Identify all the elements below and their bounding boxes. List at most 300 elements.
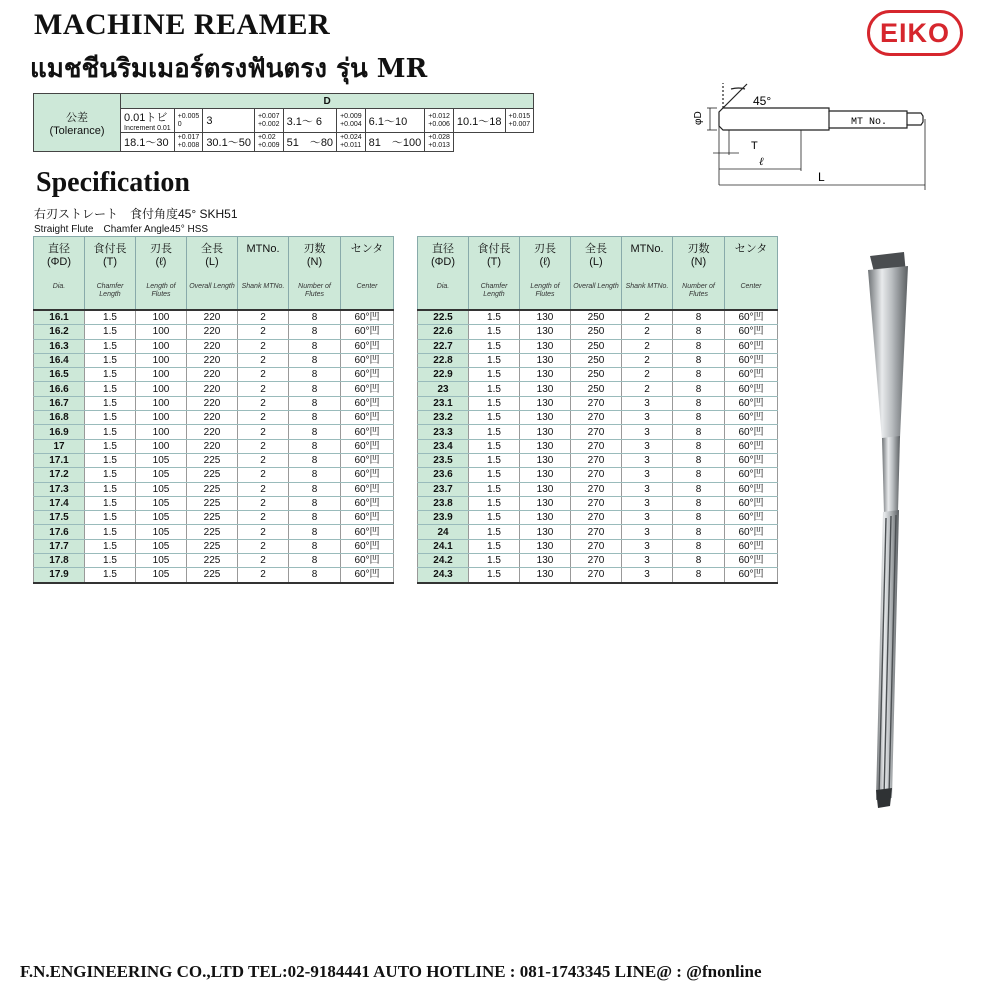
table-cell: 250 xyxy=(571,368,622,382)
table-cell: 130 xyxy=(520,310,571,325)
table-cell: 220 xyxy=(187,411,238,425)
table-cell: 1.5 xyxy=(469,453,520,467)
table-cell: 60°凹 xyxy=(341,539,394,553)
table-cell: 8 xyxy=(289,368,341,382)
tolerance-range-value: 3.1～ 6 xyxy=(286,115,323,128)
table-cell: 1.5 xyxy=(469,511,520,525)
table-cell: 105 xyxy=(136,453,187,467)
table-cell: 60°凹 xyxy=(725,525,778,539)
table-cell: 130 xyxy=(520,511,571,525)
table-cell: 60°凹 xyxy=(341,368,394,382)
table-cell: 8 xyxy=(673,396,725,410)
table-cell: 8 xyxy=(673,511,725,525)
table-row xyxy=(34,468,394,482)
table-cell: 8 xyxy=(289,468,341,482)
table-cell: 60°凹 xyxy=(725,411,778,425)
table-cell: 2 xyxy=(622,353,673,367)
tolerance-lower: +0.007 xyxy=(508,120,531,128)
table-cell: 1.5 xyxy=(85,453,136,467)
table-cell: 1.5 xyxy=(469,496,520,510)
table-cell: 60°凹 xyxy=(725,539,778,553)
table-cell: 8 xyxy=(673,353,725,367)
table-cell: 24 xyxy=(418,525,469,539)
table-cell: 8 xyxy=(289,396,341,410)
tolerance-lower: +0.006 xyxy=(428,120,450,128)
table-cell: 225 xyxy=(187,554,238,568)
table-cell: 270 xyxy=(571,425,622,439)
column-header-symbol: (ℓ) xyxy=(155,256,167,268)
spec-table-left xyxy=(33,236,394,584)
spec-table-right xyxy=(417,236,778,584)
table-cell: 225 xyxy=(187,468,238,482)
table-cell: 270 xyxy=(571,482,622,496)
table-cell: 60°凹 xyxy=(341,568,394,583)
table-cell: 22.8 xyxy=(418,353,469,367)
tolerance-deviation xyxy=(425,133,454,152)
column-header-en: Length of Flutes xyxy=(146,283,176,298)
table-cell: 8 xyxy=(673,368,725,382)
page-title: MACHINE REAMER xyxy=(34,8,331,41)
table-cell: 1.5 xyxy=(85,539,136,553)
table-cell: 8 xyxy=(289,496,341,510)
spec-heading: Specification xyxy=(36,167,190,198)
column-header-symbol: (L) xyxy=(205,256,219,268)
table-cell: 105 xyxy=(136,539,187,553)
table-cell: 1.5 xyxy=(85,496,136,510)
column-header-en: Number of Flutes xyxy=(682,283,715,298)
table-cell: 270 xyxy=(571,453,622,467)
column-header-symbol: (ℓ) xyxy=(539,256,551,268)
table-cell: 1.5 xyxy=(469,353,520,367)
table-cell: 220 xyxy=(187,368,238,382)
spec-column-header xyxy=(85,237,136,311)
tolerance-range xyxy=(365,109,425,133)
table-cell: 60°凹 xyxy=(341,396,394,410)
table-cell: 60°凹 xyxy=(725,310,778,325)
table-cell: 8 xyxy=(289,382,341,396)
column-header-en: Dia. xyxy=(436,283,450,290)
table-cell: 60°凹 xyxy=(341,496,394,510)
table-cell: 2 xyxy=(238,382,289,396)
table-row xyxy=(418,396,778,410)
table-cell: 130 xyxy=(520,411,571,425)
table-row xyxy=(34,539,394,553)
table-cell: 250 xyxy=(571,382,622,396)
table-cell: 1.5 xyxy=(469,482,520,496)
table-row xyxy=(34,525,394,539)
table-cell: 17.3 xyxy=(34,482,85,496)
table-cell: 2 xyxy=(238,368,289,382)
column-header-symbol: (L) xyxy=(589,256,603,268)
table-row xyxy=(34,511,394,525)
tolerance-deviation xyxy=(254,133,283,152)
tolerance-lower: 0 xyxy=(177,120,182,128)
table-cell: 16.5 xyxy=(34,368,85,382)
table-cell: 130 xyxy=(520,439,571,453)
table-cell: 130 xyxy=(520,468,571,482)
tolerance-range xyxy=(121,133,175,152)
table-cell: 270 xyxy=(571,525,622,539)
table-cell: 1.5 xyxy=(85,525,136,539)
table-cell: 1.5 xyxy=(469,368,520,382)
table-cell: 8 xyxy=(289,525,341,539)
table-cell: 1.5 xyxy=(85,511,136,525)
table-cell: 225 xyxy=(187,511,238,525)
spec-column-header xyxy=(469,237,520,311)
table-cell: 23 xyxy=(418,382,469,396)
table-row xyxy=(418,554,778,568)
column-header-jp: センタ xyxy=(734,243,768,255)
table-cell: 1.5 xyxy=(469,425,520,439)
table-cell: 60°凹 xyxy=(725,496,778,510)
table-cell: 1.5 xyxy=(85,425,136,439)
table-cell: 60°凹 xyxy=(341,511,394,525)
tolerance-label xyxy=(34,94,121,152)
table-cell: 60°凹 xyxy=(725,368,778,382)
table-cell: 105 xyxy=(136,568,187,583)
table-cell: 3 xyxy=(622,496,673,510)
table-cell: 2 xyxy=(622,368,673,382)
footer-contact: F.N.ENGINEERING CO.,LTD TEL:02-9184441 AUTO HOTLINE : 081-1743345 LINE@ : @fnonline xyxy=(20,962,762,981)
table-row xyxy=(418,411,778,425)
table-cell: 60°凹 xyxy=(341,382,394,396)
table-cell: 225 xyxy=(187,539,238,553)
table-cell: 2 xyxy=(622,382,673,396)
column-header-jp: 直径 xyxy=(432,243,454,255)
table-cell: 17.5 xyxy=(34,511,85,525)
table-cell: 220 xyxy=(187,353,238,367)
table-row xyxy=(34,554,394,568)
spec-column-header xyxy=(725,237,778,311)
table-cell: 220 xyxy=(187,439,238,453)
table-cell: 16.9 xyxy=(34,425,85,439)
diagram-chamfer-label: T xyxy=(751,140,758,152)
table-cell: 3 xyxy=(622,425,673,439)
table-row xyxy=(418,425,778,439)
table-cell: 1.5 xyxy=(469,539,520,553)
table-row xyxy=(418,325,778,339)
tolerance-table xyxy=(33,93,534,152)
table-cell: 8 xyxy=(289,453,341,467)
table-cell: 2 xyxy=(238,554,289,568)
table-cell: 250 xyxy=(571,339,622,353)
table-cell: 17.2 xyxy=(34,468,85,482)
table-cell: 105 xyxy=(136,468,187,482)
column-header-jp: 食付長 xyxy=(93,243,127,255)
table-cell: 8 xyxy=(289,554,341,568)
tolerance-range xyxy=(203,109,255,133)
table-cell: 23.9 xyxy=(418,511,469,525)
table-row xyxy=(34,382,394,396)
column-header-jp: 刃長 xyxy=(534,243,556,255)
table-cell: 270 xyxy=(571,568,622,583)
table-cell: 2 xyxy=(238,468,289,482)
tolerance-upper: +0.017 xyxy=(177,134,200,141)
spec-column-header xyxy=(34,237,85,311)
table-cell: 220 xyxy=(187,325,238,339)
table-cell: 17.4 xyxy=(34,496,85,510)
table-cell: 270 xyxy=(571,439,622,453)
table-cell: 8 xyxy=(673,539,725,553)
table-cell: 2 xyxy=(238,339,289,353)
table-cell: 23.3 xyxy=(418,425,469,439)
table-cell: 8 xyxy=(673,453,725,467)
table-cell: 1.5 xyxy=(85,382,136,396)
table-cell: 2 xyxy=(238,425,289,439)
table-row xyxy=(34,453,394,467)
tolerance-upper: +0.012 xyxy=(428,112,450,120)
table-row xyxy=(418,568,778,583)
table-cell: 1.5 xyxy=(85,310,136,325)
table-cell: 3 xyxy=(622,453,673,467)
table-cell: 270 xyxy=(571,539,622,553)
table-cell: 2 xyxy=(238,539,289,553)
tolerance-upper: +0.024 xyxy=(340,134,362,141)
table-cell: 16.8 xyxy=(34,411,85,425)
table-cell: 105 xyxy=(136,525,187,539)
table-cell: 1.5 xyxy=(85,325,136,339)
tolerance-deviation xyxy=(174,109,203,133)
table-cell: 1.5 xyxy=(85,353,136,367)
table-cell: 3 xyxy=(622,411,673,425)
table-cell: 8 xyxy=(673,439,725,453)
table-cell: 220 xyxy=(187,339,238,353)
table-cell: 3 xyxy=(622,568,673,583)
table-cell: 225 xyxy=(187,568,238,583)
table-cell: 17 xyxy=(34,439,85,453)
table-cell: 8 xyxy=(673,525,725,539)
table-cell: 60°凹 xyxy=(725,468,778,482)
table-cell: 22.9 xyxy=(418,368,469,382)
table-cell: 60°凹 xyxy=(341,468,394,482)
table-cell: 2 xyxy=(238,439,289,453)
column-header-symbol: (ΦD) xyxy=(430,256,456,268)
tolerance-deviation xyxy=(337,109,366,133)
tolerance-range xyxy=(203,133,255,152)
table-cell: 8 xyxy=(673,310,725,325)
table-cell: 8 xyxy=(673,325,725,339)
tolerance-range-value: 30.1～50 xyxy=(206,137,251,149)
tolerance-range xyxy=(453,109,505,133)
table-cell: 23.8 xyxy=(418,496,469,510)
tolerance-upper: +0.007 xyxy=(257,112,280,120)
table-row xyxy=(418,482,778,496)
table-cell: 8 xyxy=(673,425,725,439)
column-header-symbol: (N) xyxy=(306,256,323,268)
table-cell: 270 xyxy=(571,411,622,425)
table-cell: 24.2 xyxy=(418,554,469,568)
table-cell: 2 xyxy=(238,453,289,467)
column-header-symbol: (T) xyxy=(102,256,118,268)
table-cell: 8 xyxy=(289,439,341,453)
table-cell: 105 xyxy=(136,554,187,568)
table-cell: 22.7 xyxy=(418,339,469,353)
tolerance-range-value: 51 ～80 xyxy=(286,137,334,149)
table-row xyxy=(418,382,778,396)
spec-note-en: Straight Flute Chamfer Angle45° HSS xyxy=(34,224,209,235)
table-cell: 225 xyxy=(187,496,238,510)
table-cell: 130 xyxy=(520,453,571,467)
table-row xyxy=(418,468,778,482)
table-cell: 250 xyxy=(571,310,622,325)
table-cell: 2 xyxy=(238,396,289,410)
table-row xyxy=(418,339,778,353)
table-cell: 100 xyxy=(136,425,187,439)
tolerance-upper: +0.005 xyxy=(177,112,200,120)
table-cell: 220 xyxy=(187,310,238,325)
table-cell: 130 xyxy=(520,353,571,367)
table-cell: 8 xyxy=(289,339,341,353)
table-row xyxy=(418,525,778,539)
table-cell: 1.5 xyxy=(85,482,136,496)
column-header-en: Number of Flutes xyxy=(298,283,331,298)
table-cell: 1.5 xyxy=(469,439,520,453)
table-cell: 100 xyxy=(136,439,187,453)
table-cell: 2 xyxy=(622,339,673,353)
table-cell: 270 xyxy=(571,496,622,510)
table-cell: 8 xyxy=(673,411,725,425)
column-header-jp: 刃数 xyxy=(303,243,326,255)
diagram-dia-label: φD xyxy=(693,111,704,125)
tolerance-upper: +0.02 xyxy=(257,134,276,141)
column-header-symbol: (N) xyxy=(690,256,707,268)
table-cell: 100 xyxy=(136,382,187,396)
table-row xyxy=(34,425,394,439)
table-row xyxy=(34,568,394,583)
table-cell: 1.5 xyxy=(85,554,136,568)
table-cell: 3 xyxy=(622,554,673,568)
table-cell: 3 xyxy=(622,511,673,525)
table-cell: 225 xyxy=(187,525,238,539)
table-cell: 225 xyxy=(187,482,238,496)
tolerance-lower: +0.009 xyxy=(257,142,280,149)
spec-column-header xyxy=(418,237,469,311)
table-cell: 1.5 xyxy=(469,325,520,339)
table-row xyxy=(34,353,394,367)
table-cell: 2 xyxy=(238,482,289,496)
table-cell: 60°凹 xyxy=(725,554,778,568)
tolerance-lower: +0.013 xyxy=(428,142,450,149)
table-row xyxy=(418,439,778,453)
table-cell: 60°凹 xyxy=(725,382,778,396)
table-cell: 2 xyxy=(622,325,673,339)
tolerance-upper: +0.015 xyxy=(508,112,531,120)
table-cell: 2 xyxy=(622,310,673,325)
table-cell: 8 xyxy=(673,568,725,583)
tolerance-deviation xyxy=(337,133,366,152)
table-row xyxy=(34,325,394,339)
table-cell: 8 xyxy=(673,339,725,353)
tolerance-range xyxy=(283,133,336,152)
table-cell: 60°凹 xyxy=(725,339,778,353)
spec-column-header xyxy=(673,237,725,311)
table-cell: 3 xyxy=(622,396,673,410)
table-cell: 250 xyxy=(571,325,622,339)
table-cell: 2 xyxy=(238,353,289,367)
diagram-angle-label: 45° xyxy=(753,94,772,108)
tolerance-range-value: 10.1～18 xyxy=(456,115,502,128)
table-cell: 8 xyxy=(289,353,341,367)
table-cell: 130 xyxy=(520,568,571,583)
table-cell: 3 xyxy=(622,482,673,496)
table-cell: 220 xyxy=(187,425,238,439)
table-cell: 130 xyxy=(520,482,571,496)
table-cell: 8 xyxy=(289,425,341,439)
tolerance-increment-note: Increment 0.01 xyxy=(124,125,171,132)
table-cell: 105 xyxy=(136,482,187,496)
tolerance-upper: +0.028 xyxy=(428,134,450,141)
spec-column-header xyxy=(571,237,622,311)
tolerance-range-value: 3 xyxy=(206,114,213,127)
table-row xyxy=(418,353,778,367)
tolerance-range-value: 6.1～10 xyxy=(368,115,408,128)
table-cell: 23.2 xyxy=(418,411,469,425)
table-cell: 2 xyxy=(238,568,289,583)
tolerance-range xyxy=(121,109,175,133)
table-cell: 23.6 xyxy=(418,468,469,482)
column-header-en: Center xyxy=(740,283,762,290)
table-cell: 2 xyxy=(238,325,289,339)
spec-column-header xyxy=(187,237,238,311)
table-cell: 8 xyxy=(673,554,725,568)
table-cell: 3 xyxy=(622,468,673,482)
table-cell: 1.5 xyxy=(85,439,136,453)
table-cell: 60°凹 xyxy=(341,325,394,339)
tolerance-range-value: 81 ～100 xyxy=(368,137,422,149)
table-cell: 60°凹 xyxy=(725,568,778,583)
diagram-flute-label: ℓ xyxy=(759,156,764,168)
table-cell: 8 xyxy=(289,411,341,425)
table-cell: 60°凹 xyxy=(341,554,394,568)
table-cell: 60°凹 xyxy=(725,453,778,467)
table-cell: 1.5 xyxy=(469,310,520,325)
tolerance-range xyxy=(283,109,336,133)
table-cell: 23.4 xyxy=(418,439,469,453)
table-cell: 1.5 xyxy=(469,396,520,410)
tolerance-label-en: (Tolerance) xyxy=(49,124,105,137)
table-row xyxy=(34,396,394,410)
spec-column-header xyxy=(622,237,673,311)
table-cell: 60°凹 xyxy=(341,339,394,353)
tolerance-deviation xyxy=(254,109,283,133)
table-cell: 60°凹 xyxy=(341,353,394,367)
tolerance-lower: +0.002 xyxy=(257,120,280,128)
table-cell: 8 xyxy=(289,539,341,553)
table-cell: 22.6 xyxy=(418,325,469,339)
table-cell: 17.6 xyxy=(34,525,85,539)
table-cell: 1.5 xyxy=(85,396,136,410)
eiko-logo: EIKO xyxy=(867,10,963,56)
machine-reamer-photo xyxy=(828,250,928,810)
spec-column-header xyxy=(520,237,571,311)
tolerance-lower: +0.011 xyxy=(340,142,362,149)
table-cell: 100 xyxy=(136,339,187,353)
spec-column-header xyxy=(136,237,187,311)
column-header-jp: センタ xyxy=(350,243,384,255)
table-cell: 3 xyxy=(622,539,673,553)
tolerance-d-header: D xyxy=(121,94,534,109)
table-cell: 60°凹 xyxy=(341,482,394,496)
spec-note-jp: 右刃ストレート 食付角度45° SKH51 xyxy=(34,207,238,221)
table-cell: 2 xyxy=(238,310,289,325)
column-header-jp: MTNo. xyxy=(630,243,664,255)
column-header-jp: 直径 xyxy=(48,243,70,255)
table-cell: 17.9 xyxy=(34,568,85,583)
table-cell: 60°凹 xyxy=(725,482,778,496)
table-cell: 8 xyxy=(289,511,341,525)
table-cell: 225 xyxy=(187,453,238,467)
table-cell: 100 xyxy=(136,353,187,367)
